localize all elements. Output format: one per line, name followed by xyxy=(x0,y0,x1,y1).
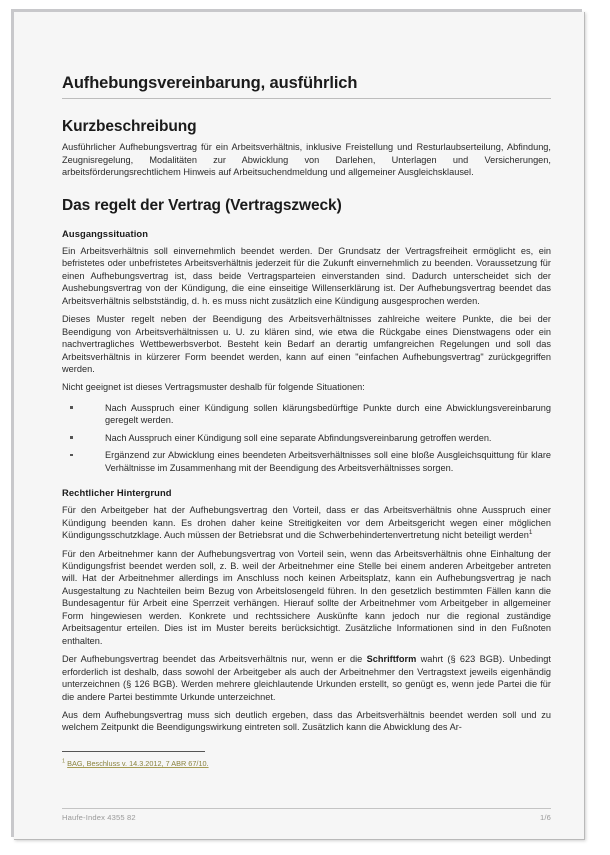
footnote-number: 1 xyxy=(62,758,66,765)
list-item-text: Nach Ausspruch einer Kündigung soll eine separate Abfindungsvereinbarung getroffen werden. xyxy=(105,432,492,443)
list-item-text: Nach Ausspruch einer Kündigung sollen klärungsbedürftige Punkte durch eine Abwicklungsvereinbarung geregelt werden. xyxy=(105,402,551,426)
ausgangssituation-paragraph-3: Nicht geeignet ist dieses Vertragsmuster deshalb für folgende Situationen: xyxy=(62,382,365,393)
bullet-dot-icon xyxy=(70,406,73,409)
section-heading-kurzbeschreibung: Kurzbeschreibung xyxy=(62,117,197,135)
paragraph-text-after-bold: wahrt (§ 623 BGB). Unbedingt erforderlich ist deshalb, dass sowohl der Arbeitgeber als auch der Arbeitnehmer den Vertragstext jeweils eigenhändig unterzeichnen (§ 126 BGB). Werden mehrere gleichlautende Urkunden erstellt, so genügt es, wenn jede Partei die für die andere Partei bestimmte Urkunde unterzeichnet. xyxy=(62,654,551,702)
page-content-area xyxy=(62,12,551,839)
list-item xyxy=(62,427,551,444)
bullet-dot-icon xyxy=(70,436,73,439)
kurzbeschreibung-text: Ausführlicher Aufhebungsvertrag für ein Arbeitsverhältnis, inklusive Freistellung und Resturlaubserteilung, Abfindung, Zeugnisregelung, Modalitäten zur Abwicklung von Darlehen, Unterlagen und Versicherungen, arbeitsförderungsrechtlichem Hinweis auf Arbeitsuchendmeldung und allgemeiner Ausgleichsklausel. xyxy=(62,142,551,178)
ausgangssituation-paragraph-1: Ein Arbeitsverhältnis soll einvernehmlich beendet werden. Der Grundsatz der Vertragsfreiheit ermöglicht es, ein befristetes oder unbefristetes Arbeitsverhältnis jederzeit für die Zukunft einvernehmlich zu beenden. Voraussetzung für einen Aufhebungsvertrag ist, dass beide Vertragsparteien einverstanden sind. Dadurch unterscheidet sich der Aushebungsvertrag von der Kündigung, die eine einseitige Willenserklärung ist. Der Aufhebungsvertrag beendet das Arbeitsverhältnis selbstständig, d. h. es muss nicht zusätzlich eine Kündigung ausgesprochen werden. xyxy=(62,245,551,306)
document-page xyxy=(14,12,585,840)
page-number: 1/6 xyxy=(539,813,551,822)
bullet-dot-icon xyxy=(70,454,73,457)
subsection-heading-ausgangssituation: Ausgangssituation xyxy=(62,227,149,239)
list-item-text: Ergänzend zur Abwicklung eines beendeten Arbeitsverhältnisses soll eine bloße Ausgleichsquittung für klare Verhältnisse im Zusammenhang mit der Beendigung des Arbeitsverhältnisses sorgen. xyxy=(105,450,551,473)
section-heading-vertragszweck: Das regelt der Vertrag (Vertragszweck) xyxy=(62,196,342,214)
footnote-citation-link[interactable]: BAG, Beschluss v. 14.3.2012, 7 ABR 67/10. xyxy=(67,758,209,768)
page-title: Aufhebungsvereinbarung, ausführlich xyxy=(62,12,551,99)
page-footer xyxy=(62,808,551,822)
list-item xyxy=(62,397,551,427)
paragraph-text-before-bold: Der Aufhebungsvertrag beendet das Arbeitsverhältnis nur, wenn er die xyxy=(62,654,367,665)
rechtlicher-hintergrund-paragraph-2: Für den Arbeitnehmer kann der Aufhebungsvertrag von Vorteil sein, wenn das Arbeitsverhältnis ohne Einhaltung der Kündigungsfrist beendet werden soll, z. B. weil der Arbeitnehmer eine Stelle bei einem anderen Arbeitgeber antreten will. Hat der Arbeitnehmer allerdings im Anschluss noch keinen Arbeitsplatz, kann ein Aufhebungsvertrag je nach Ausgestaltung zu Nachteilen beim Bezug von Arbeitslosengeld führen. In den gesetzlich bestimmten Fällen kann die Bundesagentur für Arbeit eine Sperrzeit verhängen. Hierauf sollte der Arbeitnehmer vom Arbeitgeber in allgemeiner Form hingewiesen werden. Konkrete und rechtssichere Auskünfte kann jedoch nur die regional zuständige Arbeitsagentur erteilen. Dies ist im Muster bereits berücksichtigt. Zusätzliche Informationen sind in den Fußnoten enthalten. xyxy=(62,548,551,646)
ausgangssituation-paragraph-2: Dieses Muster regelt neben der Beendigung des Arbeitsverhältnisses zahlreiche weitere Punkte, die bei der Beendigung von Arbeitsverhältnissen u. U. zu klären sind, wie etwa die Rückgabe eines Dienstwagens oder ein nachvertragliches Wettbewerbsverbot. Besteht kein Bedarf an derartig umfangreichen Regelungen und soll das Arbeitsverhältnis in kürzerer Form beendet werden, kann auf einen "einfachen Aufhebungsvertrag" zurückgegriffen werden. xyxy=(62,314,551,374)
haufe-index-label: Haufe-Index 4355 82 xyxy=(62,813,136,822)
ungeeignete-situationen-list xyxy=(62,394,551,474)
schriftform-emphasis: Schriftform xyxy=(366,654,417,665)
paragraph-text: Für den Arbeitgeber hat der Aufhebungsvertrag den Vorteil, dass er das Arbeitsverhältnis ohne Ausspruch einer Kündigung beenden kann. Es drohen daher keine Streitigkeiten vor dem Arbeitsgericht wegen einer möglichen Kündigungsschutzklage. Auch müssen der Betriebsrat und die Schwerbehindertenvertretung nicht beteiligt werden xyxy=(62,505,551,541)
rechtlicher-hintergrund-paragraph-1 xyxy=(62,498,551,541)
footnote-entry xyxy=(62,752,551,769)
footnote-marker: 1 xyxy=(528,529,533,536)
subsection-heading-rechtlicher-hintergrund: Rechtlicher Hintergrund xyxy=(62,487,172,499)
list-item xyxy=(62,444,551,474)
rechtlicher-hintergrund-paragraph-4: Aus dem Aufhebungsvertrag muss sich deutlich ergeben, dass das Arbeitsverhältnis beendet werden soll und zu welchem Zeitpunkt die Beendigungswirkung eintreten soll. Zusätzlich kann die Abwicklung des Ar- xyxy=(62,709,551,733)
rechtlicher-hintergrund-paragraph-3 xyxy=(62,647,551,703)
